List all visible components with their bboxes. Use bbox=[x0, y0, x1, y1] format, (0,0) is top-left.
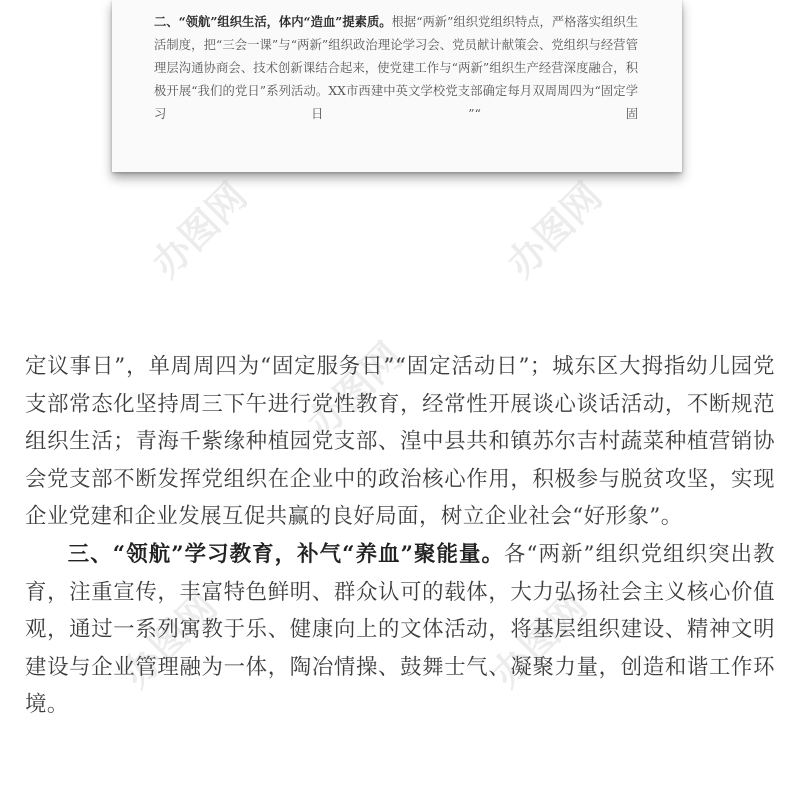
card-section-heading: 二、“领航”组织生活，体内“造血”提素质。 bbox=[154, 14, 392, 29]
watermark-text: 办图网 bbox=[498, 174, 611, 286]
card-paragraph bbox=[154, 10, 638, 126]
paragraph-section-three bbox=[25, 536, 775, 724]
document-page-card bbox=[112, 0, 682, 172]
main-text-block bbox=[25, 348, 775, 724]
watermark-text: 办图网 bbox=[483, 584, 596, 696]
card-section-body: 根据“两新”组织党组织特点，严格落实组织生活制度，把“三会一课”与“两新”组织政治理论学习会、党员献计献策会、党组织与经营管理层沟通协商会、技术创新课结合起来，使党建工作与“两新”组织生产经营深度融合，积极开展“我们的党日”系列活动。XX市西建中英文学校党支部确定每月双周周四为“固定学习日”“固 bbox=[154, 15, 639, 121]
watermark-text: 办图网 bbox=[298, 334, 411, 446]
watermark-text: 办图网 bbox=[143, 174, 256, 286]
section-three-body: 各“两新”组织党组织突出教育，注重宣传，丰富特色鲜明、群众认可的载体，大力弘扬社会主义核心价值观，通过一系列寓教于乐、健康向上的文体活动，将基层组织建设、精神文明建设与企业管理融为一体，陶冶情操、鼓舞士气、凝聚力量，创造和谐工作环境。 bbox=[25, 541, 776, 718]
paragraph-continued: 定议事日”，单周周四为“固定服务日”“固定活动日”；城东区大拇指幼儿园党支部常态化坚持周三下午进行党性教育，经常性开展谈心谈话活动，不断规范组织生活；青海千紫缘种植园党支部、湟中县共和镇苏尔吉村蔬菜种植营销协会党支部不断发挥党组织在企业中的政治核心作用，积极参与脱贫攻坚，实现企业党建和企业发展互促共赢的良好局面，树立企业社会“好形象”。 bbox=[25, 354, 775, 530]
section-three-heading: 三、“领航”学习教育，补气“养血”聚能量。 bbox=[67, 541, 504, 567]
watermark-text: 办图网 bbox=[113, 584, 226, 696]
